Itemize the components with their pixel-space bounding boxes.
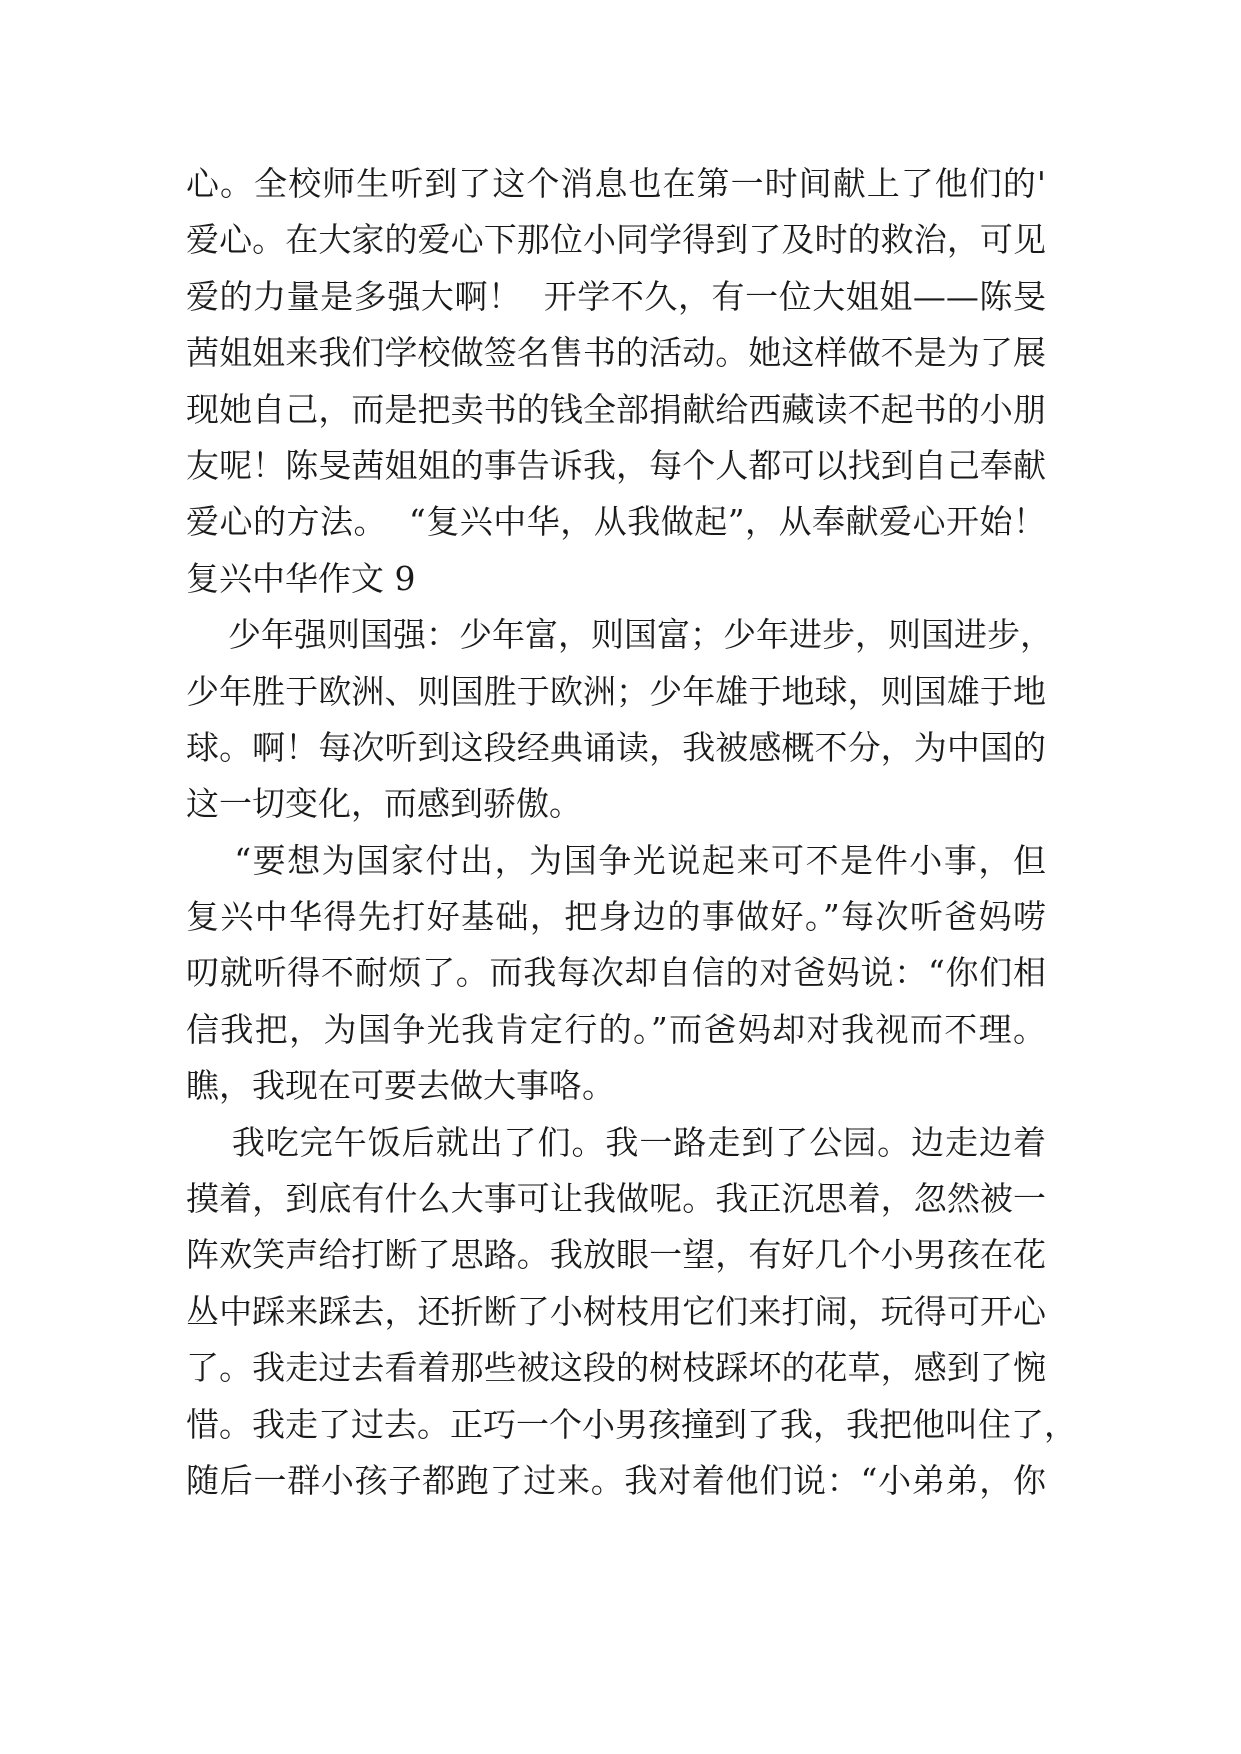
text-line: 复兴中华得先打好基础，把身边的事做好。”每次听爸妈唠 [186, 897, 1046, 937]
text-line: 爱的力量是多强大啊！ 开学不久，有一位大姐姐——陈旻 [186, 276, 1046, 316]
text-line: 丛中踩来踩去，还折断了小树枝用它们来打闹，玩得可开心 [186, 1291, 1046, 1331]
text-line: 摸着，到底有什么大事可让我做呢。我正沉思着，忽然被一 [186, 1179, 1046, 1219]
text-line: 信我把，为国争光我肯定行的。”而爸妈却对我视而不理。 [186, 1009, 1046, 1049]
text-line: 球。啊！每次听到这段经典诵读，我被感概不分，为中国的 [186, 727, 1046, 767]
text-line: 阵欢笑声给打断了思路。我放眼一望，有好几个小男孩在花 [186, 1235, 1046, 1275]
text-line: 友呢！陈旻茜姐姐的事告诉我，每个人都可以找到自己奉献 [186, 445, 1046, 485]
text-line: 我吃完午饭后就出了们。我一路走到了公园。边走边着 [186, 1122, 1046, 1162]
text-line: 爱心的方法。 “复兴中华，从我做起”，从奉献爱心开始！ [186, 502, 1046, 542]
text-line: 少年胜于欧洲、则国胜于欧洲；少年雄于地球，则国雄于地 [186, 671, 1046, 711]
text-line: 了。我走过去看着那些被这段的树枝踩坏的花草，感到了惋 [186, 1348, 1046, 1388]
text-line: 现她自己，而是把卖书的钱全部捐献给西藏读不起书的小朋 [186, 389, 1046, 429]
essay-body [186, 156, 1077, 1509]
text-line: 茜姐姐来我们学校做签名售书的活动。她这样做不是为了展 [186, 333, 1046, 373]
text-line: 叨就听得不耐烦了。而我每次却自信的对爸妈说：“你们相 [186, 953, 1046, 993]
section-heading: 复兴中华作文 9 [186, 558, 416, 598]
text-line: 随后一群小孩子都跑了过来。我对着他们说：“小弟弟，你 [186, 1460, 1046, 1500]
text-line: 瞧，我现在可要去做大事咯。 [186, 1066, 615, 1106]
text-line: 惜。我走了过去。正巧一个小男孩撞到了我，我把他叫住了， [186, 1404, 1077, 1444]
text-line: 少年强则国强：少年富，则国富；少年进步，则国进步， [186, 615, 1053, 655]
text-line: 心。全校师生听到了这个消息也在第一时间献上了他们的' [186, 164, 1046, 203]
text-line: “要想为国家付出，为国争光说起来可不是件小事，但 [186, 840, 1046, 880]
text-line: 这一切变化，而感到骄傲。 [186, 784, 582, 824]
text-line: 爱心。在大家的爱心下那位小同学得到了及时的救治，可见 [186, 220, 1046, 260]
